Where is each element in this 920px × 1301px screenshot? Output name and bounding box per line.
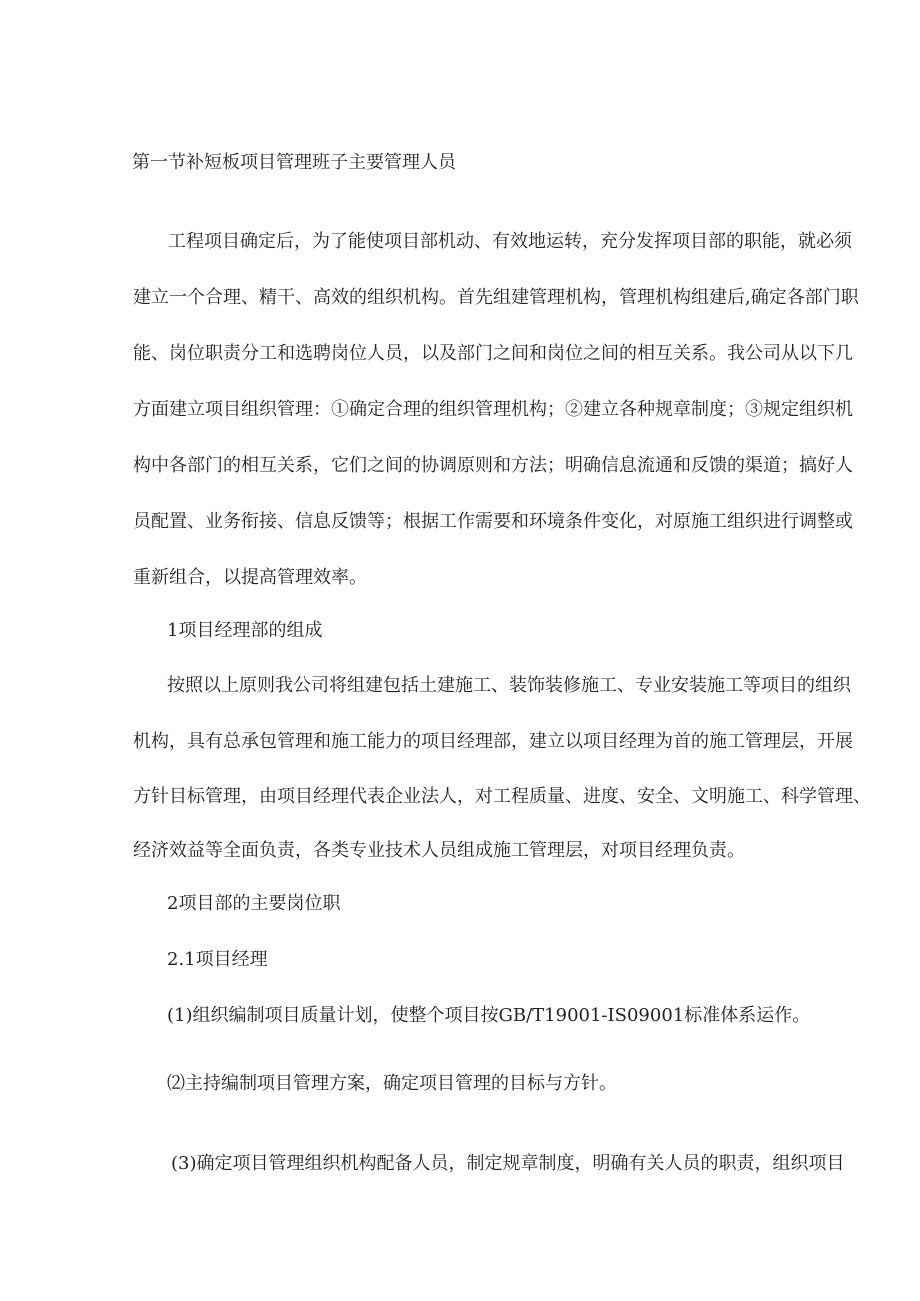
heading-2-1: 2.1项目经理 <box>167 949 268 970</box>
heading-2: 2项目部的主要岗位职 <box>167 893 341 914</box>
intro-line-6: 员配置、业务衔接、信息反馈等；根据工作需要和环境条件变化，对原施工组织进行调整或 <box>133 511 853 532</box>
intro-line-2: 建立一个合理、精干、高效的组织机构。首先组建管理机构，管理机构组建后,确定各部门职 <box>133 287 859 308</box>
intro-line-3: 能、岗位职责分工和选聘岗位人员，以及部门之间和岗位之间的相互关系。我公司从以下几 <box>133 343 853 364</box>
intro-line-1: 工程项目确定后，为了能使项目部机动、有效地运转，充分发挥项目部的职能，就必须 <box>168 231 852 252</box>
list-item: (1)组织编制项目质量计划，使整个项目按GB/T19001-IS09001标准体系运作。 <box>167 1005 811 1026</box>
heading-1: 1项目经理部的组成 <box>167 620 323 641</box>
paragraph-1-line-4: 经济效益等全面负责，各类专业技术人员组成施工管理层，对项目经理负责。 <box>133 840 745 861</box>
paragraph-1-line-3: 方针目标管理，由项目经理代表企业法人，对工程质量、进度、安全、文明施工、科学管理、 <box>133 786 871 807</box>
intro-line-5: 构中各部门的相互关系，它们之间的协调原则和方法；明确信息流通和反馈的渠道；搞好人 <box>133 455 853 476</box>
intro-line-4: 方面建立项目组织管理：①确定合理的组织管理机构；②建立各种规章制度；③规定组织机 <box>133 399 853 420</box>
list-item: (3)确定项目管理组织机构配备人员，制定规章制度，明确有关人员的职责，组织项目 <box>171 1153 845 1174</box>
paragraph-1-line-2: 机构，具有总承包管理和施工能力的项目经理部，建立以项目经理为首的施工管理层，开展 <box>133 731 853 752</box>
intro-line-7: 重新组合，以提高管理效率。 <box>133 567 367 588</box>
paragraph-1-line-1: 按照以上原则我公司将组建包括土建施工、装饰装修施工、专业安装施工等项目的组织 <box>167 675 851 696</box>
section-title: 第一节补短板项目管理班子主要管理人员 <box>132 152 456 173</box>
list-item: ⑵主持编制项目管理方案，确定项目管理的目标与方针。 <box>167 1073 617 1094</box>
